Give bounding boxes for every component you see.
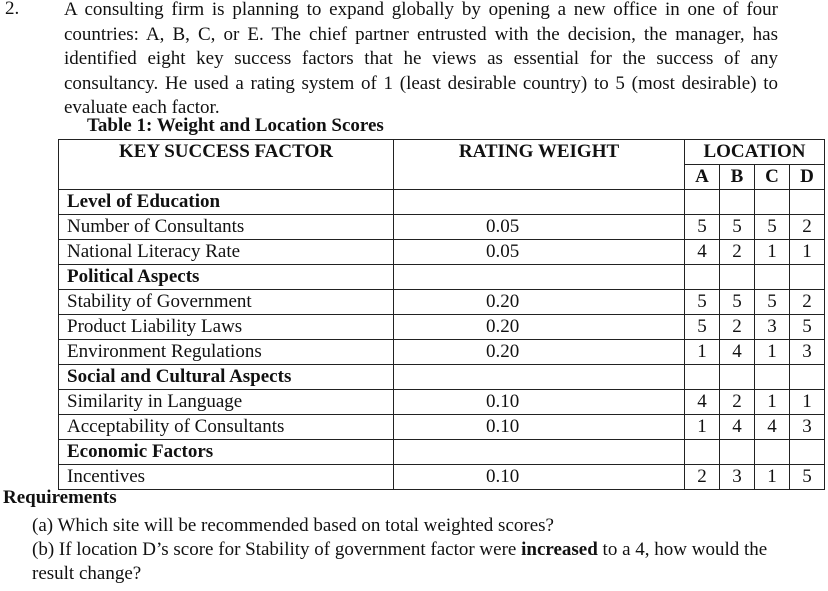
score-cell-a: 5 bbox=[685, 315, 720, 340]
requirement-b-suffix: to a 4, how would the result change? bbox=[32, 539, 768, 584]
score-cell-a bbox=[685, 190, 720, 215]
table-row bbox=[59, 340, 825, 365]
factor-label: Environment Regulations bbox=[59, 340, 394, 365]
table-row bbox=[59, 465, 825, 490]
weight-cell bbox=[394, 440, 685, 465]
score-cell-d: 5 bbox=[790, 315, 825, 340]
question-text: A consulting firm is planning to expand globally by opening a new office in one of four countries: A, B, C, or E. The chief partner entrusted with the decision, the manager, has identified eight key success factors that he views as essential for the success of any consultancy. He used a rating system of 1 (least desirable country) to 5 (most desirable) to evaluate each factor. bbox=[64, 0, 778, 119]
requirement-a: (a) Which site will be recommended based on total weighted scores? bbox=[32, 515, 554, 536]
table-row bbox=[59, 390, 825, 415]
category-label: Level of Education bbox=[59, 190, 394, 215]
score-cell-c: 5 bbox=[755, 215, 790, 240]
score-cell-a bbox=[685, 440, 720, 465]
header-location-b: B bbox=[720, 165, 755, 190]
score-cell-b: 2 bbox=[720, 240, 755, 265]
score-cell-a: 5 bbox=[685, 290, 720, 315]
score-cell-c: 1 bbox=[755, 240, 790, 265]
weight-cell: 0.20 bbox=[394, 315, 685, 340]
score-cell-d bbox=[790, 190, 825, 215]
score-cell-d: 1 bbox=[790, 390, 825, 415]
score-cell-a: 4 bbox=[685, 240, 720, 265]
header-location-c: C bbox=[755, 165, 790, 190]
header-location-d: D bbox=[790, 165, 825, 190]
header-location: LOCATION bbox=[685, 140, 825, 165]
table-row bbox=[59, 415, 825, 440]
score-cell-d bbox=[790, 365, 825, 390]
score-cell-b bbox=[720, 365, 755, 390]
category-row bbox=[59, 365, 825, 390]
weight-cell: 0.05 bbox=[394, 240, 685, 265]
question-number: 2. bbox=[5, 0, 20, 19]
table-row bbox=[59, 215, 825, 240]
score-cell-a: 4 bbox=[685, 390, 720, 415]
header-location-a: A bbox=[685, 165, 720, 190]
score-cell-c: 1 bbox=[755, 340, 790, 365]
weight-cell: 0.10 bbox=[394, 415, 685, 440]
weight-cell bbox=[394, 265, 685, 290]
weight-cell bbox=[394, 190, 685, 215]
score-cell-d bbox=[790, 265, 825, 290]
requirement-b-emphasis: increased bbox=[521, 539, 598, 560]
table-title: Table 1: Weight and Location Scores bbox=[87, 115, 384, 136]
weight-cell: 0.20 bbox=[394, 340, 685, 365]
score-cell-b: 2 bbox=[720, 315, 755, 340]
requirement-b-prefix: (b) If location D’s score for Stability of government factor were bbox=[32, 539, 522, 560]
table-header-row bbox=[59, 140, 825, 165]
header-factor: KEY SUCCESS FACTOR bbox=[59, 140, 394, 190]
score-cell-c: 1 bbox=[755, 390, 790, 415]
header-weight: RATING WEIGHT bbox=[394, 140, 685, 190]
factor-label: Number of Consultants bbox=[59, 215, 394, 240]
score-cell-c: 1 bbox=[755, 465, 790, 490]
score-cell-d: 3 bbox=[790, 340, 825, 365]
category-label: Social and Cultural Aspects bbox=[59, 365, 394, 390]
table-row bbox=[59, 240, 825, 265]
weight-cell: 0.10 bbox=[394, 465, 685, 490]
weight-location-table bbox=[58, 139, 825, 490]
score-cell-c: 3 bbox=[755, 315, 790, 340]
category-row bbox=[59, 190, 825, 215]
category-label: Political Aspects bbox=[59, 265, 394, 290]
score-cell-c bbox=[755, 265, 790, 290]
category-row bbox=[59, 265, 825, 290]
score-cell-d: 2 bbox=[790, 215, 825, 240]
score-cell-b: 5 bbox=[720, 215, 755, 240]
factor-label: Stability of Government bbox=[59, 290, 394, 315]
score-cell-b bbox=[720, 190, 755, 215]
score-cell-b: 4 bbox=[720, 340, 755, 365]
score-cell-b: 5 bbox=[720, 290, 755, 315]
weight-cell: 0.05 bbox=[394, 215, 685, 240]
score-cell-b: 2 bbox=[720, 390, 755, 415]
score-cell-d: 3 bbox=[790, 415, 825, 440]
category-row bbox=[59, 440, 825, 465]
requirement-b bbox=[32, 538, 780, 586]
weight-cell: 0.10 bbox=[394, 390, 685, 415]
score-cell-d: 5 bbox=[790, 465, 825, 490]
score-cell-b bbox=[720, 440, 755, 465]
factor-label: National Literacy Rate bbox=[59, 240, 394, 265]
score-cell-b bbox=[720, 265, 755, 290]
score-cell-c bbox=[755, 440, 790, 465]
table-row bbox=[59, 290, 825, 315]
requirements-heading: Requirements bbox=[3, 487, 117, 508]
score-cell-a: 5 bbox=[685, 215, 720, 240]
score-cell-c bbox=[755, 190, 790, 215]
score-cell-a bbox=[685, 265, 720, 290]
weight-cell bbox=[394, 365, 685, 390]
score-cell-a: 1 bbox=[685, 340, 720, 365]
score-cell-d bbox=[790, 440, 825, 465]
score-cell-a: 1 bbox=[685, 415, 720, 440]
table-row bbox=[59, 315, 825, 340]
score-cell-d: 2 bbox=[790, 290, 825, 315]
factor-label: Product Liability Laws bbox=[59, 315, 394, 340]
factor-label: Similarity in Language bbox=[59, 390, 394, 415]
score-cell-b: 3 bbox=[720, 465, 755, 490]
score-cell-c: 4 bbox=[755, 415, 790, 440]
factor-label: Incentives bbox=[59, 465, 394, 490]
score-cell-a bbox=[685, 365, 720, 390]
score-cell-b: 4 bbox=[720, 415, 755, 440]
score-cell-c bbox=[755, 365, 790, 390]
weight-cell: 0.20 bbox=[394, 290, 685, 315]
score-cell-c: 5 bbox=[755, 290, 790, 315]
factor-label: Acceptability of Consultants bbox=[59, 415, 394, 440]
score-cell-d: 1 bbox=[790, 240, 825, 265]
score-cell-a: 2 bbox=[685, 465, 720, 490]
category-label: Economic Factors bbox=[59, 440, 394, 465]
